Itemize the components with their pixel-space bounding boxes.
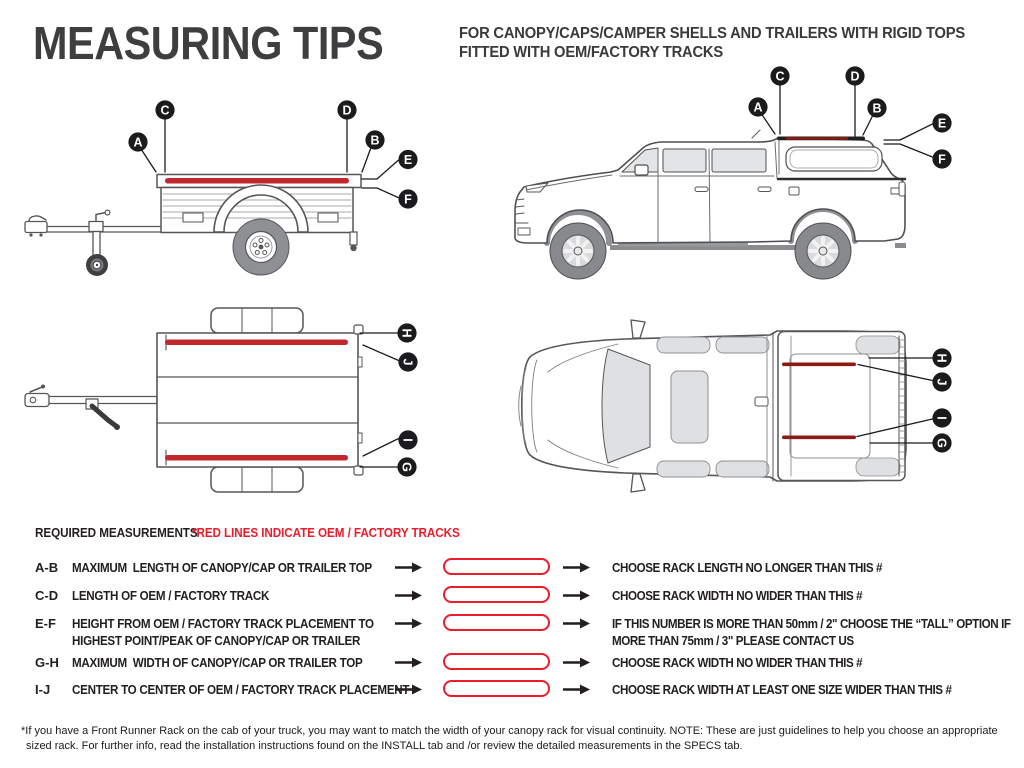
- measurement-code: G-H: [35, 655, 59, 670]
- measurement-value-box: [443, 653, 550, 670]
- right-mirror: [631, 474, 645, 492]
- page-subtitle: [459, 24, 965, 62]
- callout-j-badge: [398, 352, 417, 371]
- measurement-description: MAXIMUM WIDTH OF CANOPY/CAP OR TRAILER TOP: [72, 656, 363, 670]
- measurement-instruction: CHOOSE RACK WIDTH AT LEAST ONE SIZE WIDER THAN THIS #: [612, 683, 952, 697]
- truck-top-view-diagram: [490, 300, 1024, 515]
- required-measurements-label: REQUIRED MEASUREMENTS: [35, 525, 198, 540]
- callout-a-badge: [128, 132, 147, 151]
- footnote: *If you have a Front Runner Rack on the cab of your truck, you may want to match the width of your canopy rack for visual continuity. NOTE: These are just guidelines to help you choose an appropriate sized rack. For further info, read the installation instructions found on the INSTALL tab and /or review the detailed measurements in the SPECS tab.: [21, 725, 998, 752]
- measurement-code: A-B: [35, 560, 59, 575]
- red-lines-note: *RED LINES INDICATE OEM / FACTORY TRACKS: [192, 525, 460, 540]
- callout-c-badge: [770, 66, 789, 85]
- callout-letter: B: [872, 101, 882, 116]
- callout-lines: [360, 333, 399, 467]
- truck-side-view-diagram: [490, 60, 1024, 295]
- callout-f-badge: [932, 149, 951, 168]
- rear-wheel: [795, 223, 851, 279]
- oem-track-line: [165, 455, 348, 461]
- oem-track-line: [165, 340, 348, 346]
- measurement-instruction: CHOOSE RACK WIDTH NO WIDER THAN THIS #: [612, 656, 863, 670]
- oem-track-line: [777, 137, 865, 141]
- measurement-instruction: IF THIS NUMBER IS MORE THAN 50mm / 2" CHOOSE THE “TALL” OPTION IF MORE THAN 75mm / 3" PLEASE CONTACT US: [612, 617, 1014, 648]
- trailer-top-body: [157, 325, 363, 475]
- measurement-value-box: [443, 586, 550, 603]
- arrow-right-icon: [563, 590, 590, 601]
- callout-f-badge: [398, 189, 417, 208]
- callout-letter: D: [850, 69, 860, 84]
- page-title: MEASURING TIPS: [33, 17, 384, 69]
- callout-letter: C: [160, 103, 170, 118]
- callout-e-badge: [932, 113, 951, 132]
- callout-letter: I: [934, 416, 949, 420]
- callout-i-badge: [398, 430, 417, 449]
- canopy-side-window: [786, 147, 882, 171]
- left-mirror: [631, 320, 645, 338]
- arrow-right-icon: [395, 684, 422, 695]
- callout-b-badge: [365, 130, 384, 149]
- callout-letter: A: [753, 100, 763, 115]
- callout-b-badge: [867, 98, 886, 117]
- callout-letter: C: [775, 69, 785, 84]
- trailer-rear-support: [350, 232, 357, 251]
- callout-letter: B: [370, 133, 380, 148]
- callout-letter: F: [404, 192, 412, 207]
- subtitle-line-2: FITTED WITH OEM/FACTORY TRACKS: [459, 44, 723, 61]
- callout-h-badge: [397, 323, 416, 342]
- arrow-right-icon: [563, 562, 590, 573]
- sunroof: [671, 371, 708, 443]
- callout-g-badge: [932, 433, 951, 452]
- callout-e-badge: [398, 150, 417, 169]
- callout-d-badge: [337, 100, 356, 119]
- callout-letter: A: [133, 135, 143, 150]
- callout-d-badge: [845, 66, 864, 85]
- trailer-side-view-diagram: [20, 75, 460, 305]
- callout-i-badge: [932, 408, 951, 427]
- callout-letter: E: [937, 116, 947, 131]
- measurement-code: I-J: [35, 682, 51, 697]
- arrow-right-icon: [395, 657, 422, 668]
- arrow-right-icon: [563, 618, 590, 629]
- oem-track-line: [782, 363, 856, 367]
- measurement-value-box: [443, 558, 550, 575]
- windshield: [602, 349, 650, 463]
- oem-track-line: [165, 178, 349, 184]
- arrow-right-icon: [395, 618, 422, 629]
- callout-c-badge: [155, 100, 174, 119]
- callout-letter: F: [938, 152, 946, 167]
- measurement-description: HEIGHT FROM OEM / FACTORY TRACK PLACEMENT TO HIGHEST POINT/PEAK OF CANOPY/CAP OR TRAILER: [72, 617, 377, 648]
- rear-door-window: [712, 149, 766, 172]
- callout-j-badge: [932, 372, 951, 391]
- arrow-right-icon: [563, 684, 590, 695]
- measurement-value-box: [443, 614, 550, 631]
- callout-letter: H: [399, 328, 414, 338]
- measurement-value-box: [443, 680, 550, 697]
- callout-letter: G: [934, 438, 949, 448]
- callout-g-badge: [397, 457, 416, 476]
- callout-letter: H: [934, 353, 949, 363]
- measurement-instruction: CHOOSE RACK WIDTH NO WIDER THAN THIS #: [612, 589, 863, 603]
- measurement-description: LENGTH OF OEM / FACTORY TRACK: [72, 589, 270, 603]
- arrow-right-icon: [395, 590, 422, 601]
- callout-h-badge: [932, 348, 951, 367]
- canopy-top: [778, 332, 905, 481]
- measurement-description: CENTER TO CENTER OF OEM / FACTORY TRACK PLACEMENT: [72, 683, 410, 697]
- callout-letter: J: [400, 358, 415, 366]
- side-mirror: [635, 165, 648, 175]
- callout-letter: D: [342, 103, 352, 118]
- callout-letter: E: [403, 152, 413, 167]
- callout-letter: G: [399, 462, 414, 472]
- arrow-right-icon: [395, 562, 422, 573]
- front-door-window: [663, 149, 706, 172]
- measurement-code: C-D: [35, 588, 59, 603]
- measurement-description: MAXIMUM LENGTH OF CANOPY/CAP OR TRAILER TOP: [72, 561, 372, 575]
- oem-track-line: [782, 436, 856, 440]
- front-wheel: [550, 223, 606, 279]
- trailer-top-view-diagram: [20, 300, 460, 510]
- measurement-instruction: CHOOSE RACK LENGTH NO LONGER THAN THIS #: [612, 561, 883, 575]
- callout-a-badge: [748, 97, 767, 116]
- trailer-jockey-wheel: [86, 210, 110, 276]
- subtitle-line-1: FOR CANOPY/CAPS/CAMPER SHELLS AND TRAILERS WITH RIGID TOPS: [459, 25, 966, 42]
- measurement-code: E-F: [35, 616, 56, 631]
- arrow-right-icon: [563, 657, 590, 668]
- callout-letter: I: [400, 438, 415, 442]
- callout-letter: J: [934, 378, 949, 386]
- trailer-drawbar: [25, 385, 157, 431]
